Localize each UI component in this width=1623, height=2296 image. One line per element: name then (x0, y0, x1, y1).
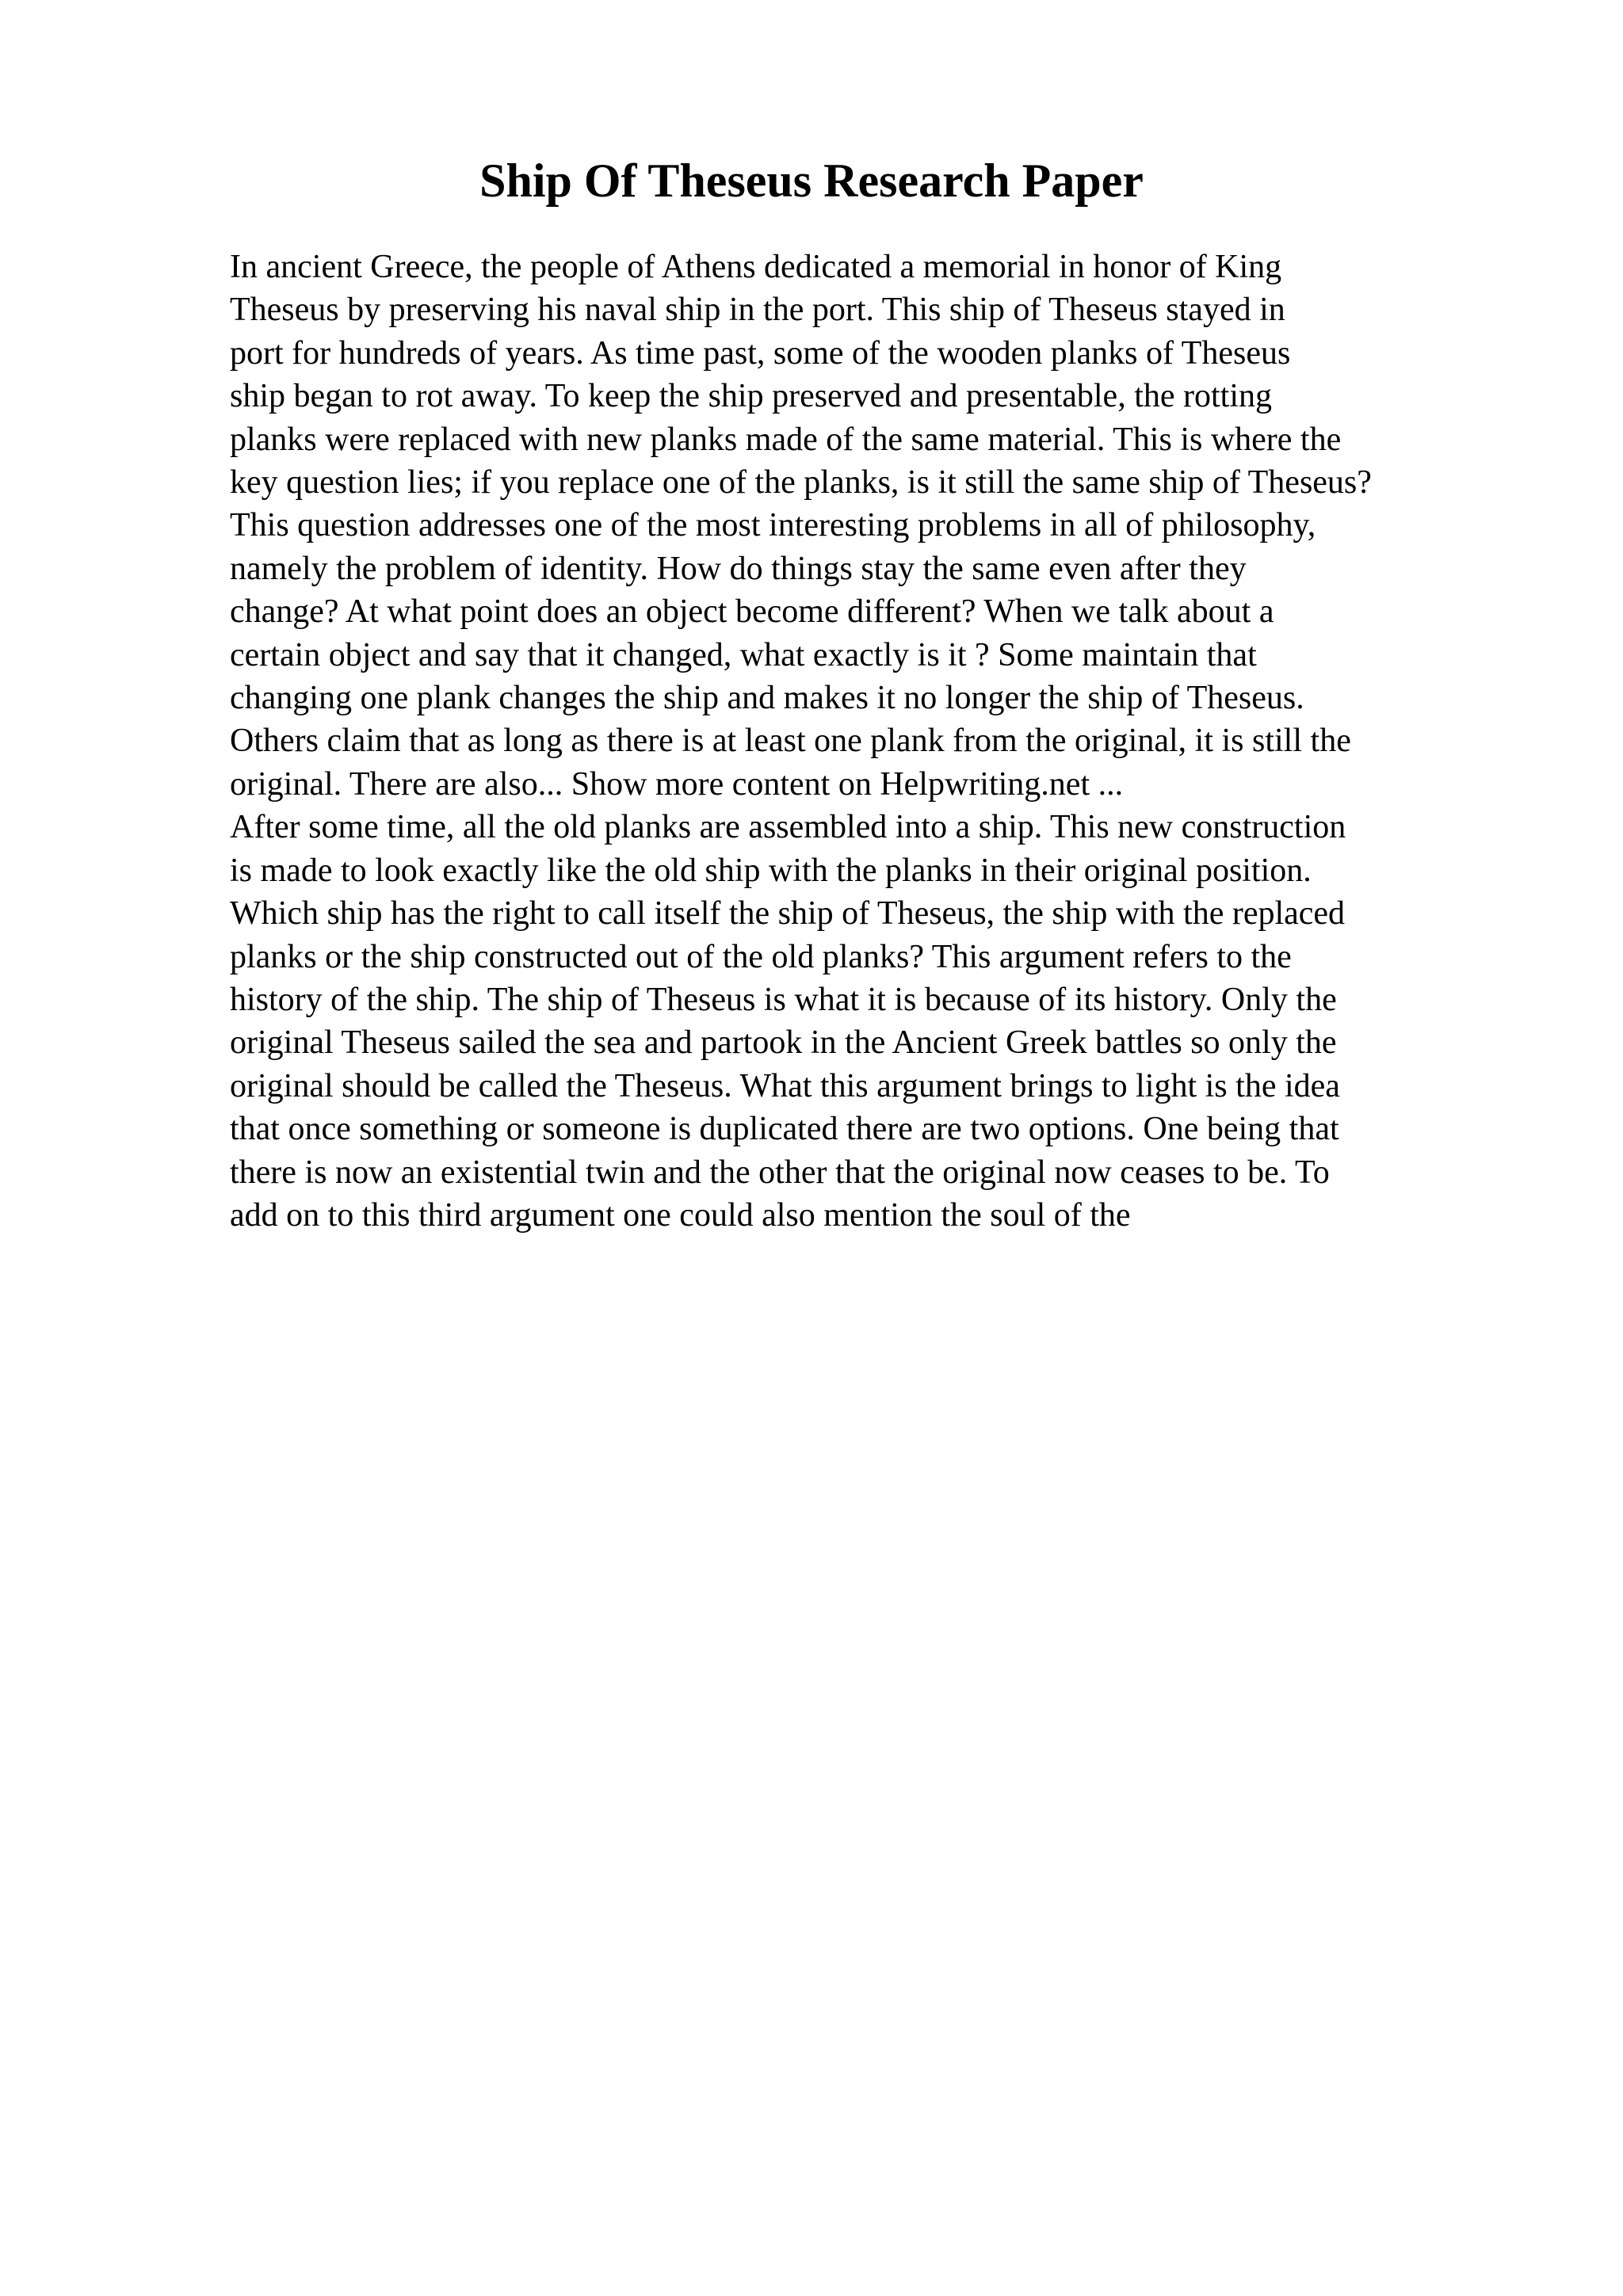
body-line: certain object and say that it changed, what exactly is it ? Some maintain that (230, 636, 1257, 673)
body-line: In ancient Greece, the people of Athens dedicated a memorial in honor of King (230, 249, 1282, 285)
body-line: planks were replaced with new planks made of the same material. This is where the (230, 421, 1342, 458)
body-line: This question addresses one of the most interesting problems in all of philosophy, (230, 507, 1316, 544)
body-line: original. There are also... Show more content on Helpwriting.net ... (230, 765, 1124, 803)
body-line: original Theseus sailed the sea and partook in the Ancient Greek battles so only the (230, 1024, 1337, 1062)
body-line: original should be called the Theseus. What this argument brings to light is the idea (230, 1067, 1340, 1104)
body-line: changing one plank changes the ship and makes it no longer the ship of Theseus. (230, 680, 1304, 717)
body-line: that once something or someone is duplicated there are two options. One being that (230, 1111, 1339, 1148)
document-body (230, 246, 1514, 1237)
body-line: history of the ship. The ship of Theseus is what it is because of its history. Only the (230, 981, 1337, 1018)
body-line: add on to this third argument one could also mention the soul of the (230, 1196, 1131, 1234)
body-line: key question lies; if you replace one of the planks, is it still the same ship of Theseus? (230, 464, 1372, 502)
body-line: port for hundreds of years. As time past, some of the wooden planks of Theseus (230, 334, 1291, 372)
body-line: change? At what point does an object become different? When we talk about a (230, 593, 1274, 631)
body-line: is made to look exactly like the old ship with the planks in their original position. (230, 852, 1312, 889)
body-line: Which ship has the right to call itself the ship of Theseus, the ship with the replaced (230, 895, 1346, 933)
body-line: Theseus by preserving his naval ship in the port. This ship of Theseus stayed in (230, 292, 1285, 329)
body-line: planks or the ship constructed out of the old planks? This argument refers to the (230, 938, 1292, 975)
body-line: namely the problem of identity. How do things stay the same even after they (230, 550, 1247, 587)
body-line: ship began to rot away. To keep the ship preserved and presentable, the rotting (230, 378, 1273, 415)
document-title: Ship Of Theseus Research Paper (479, 154, 1144, 207)
body-line: Others claim that as long as there is at least one plank from the original, it is still the (230, 723, 1351, 760)
body-line: there is now an existential twin and the other that the original now ceases to be. To (230, 1154, 1330, 1191)
body-line: After some time, all the old planks are assembled into a ship. This new construction (230, 809, 1346, 846)
